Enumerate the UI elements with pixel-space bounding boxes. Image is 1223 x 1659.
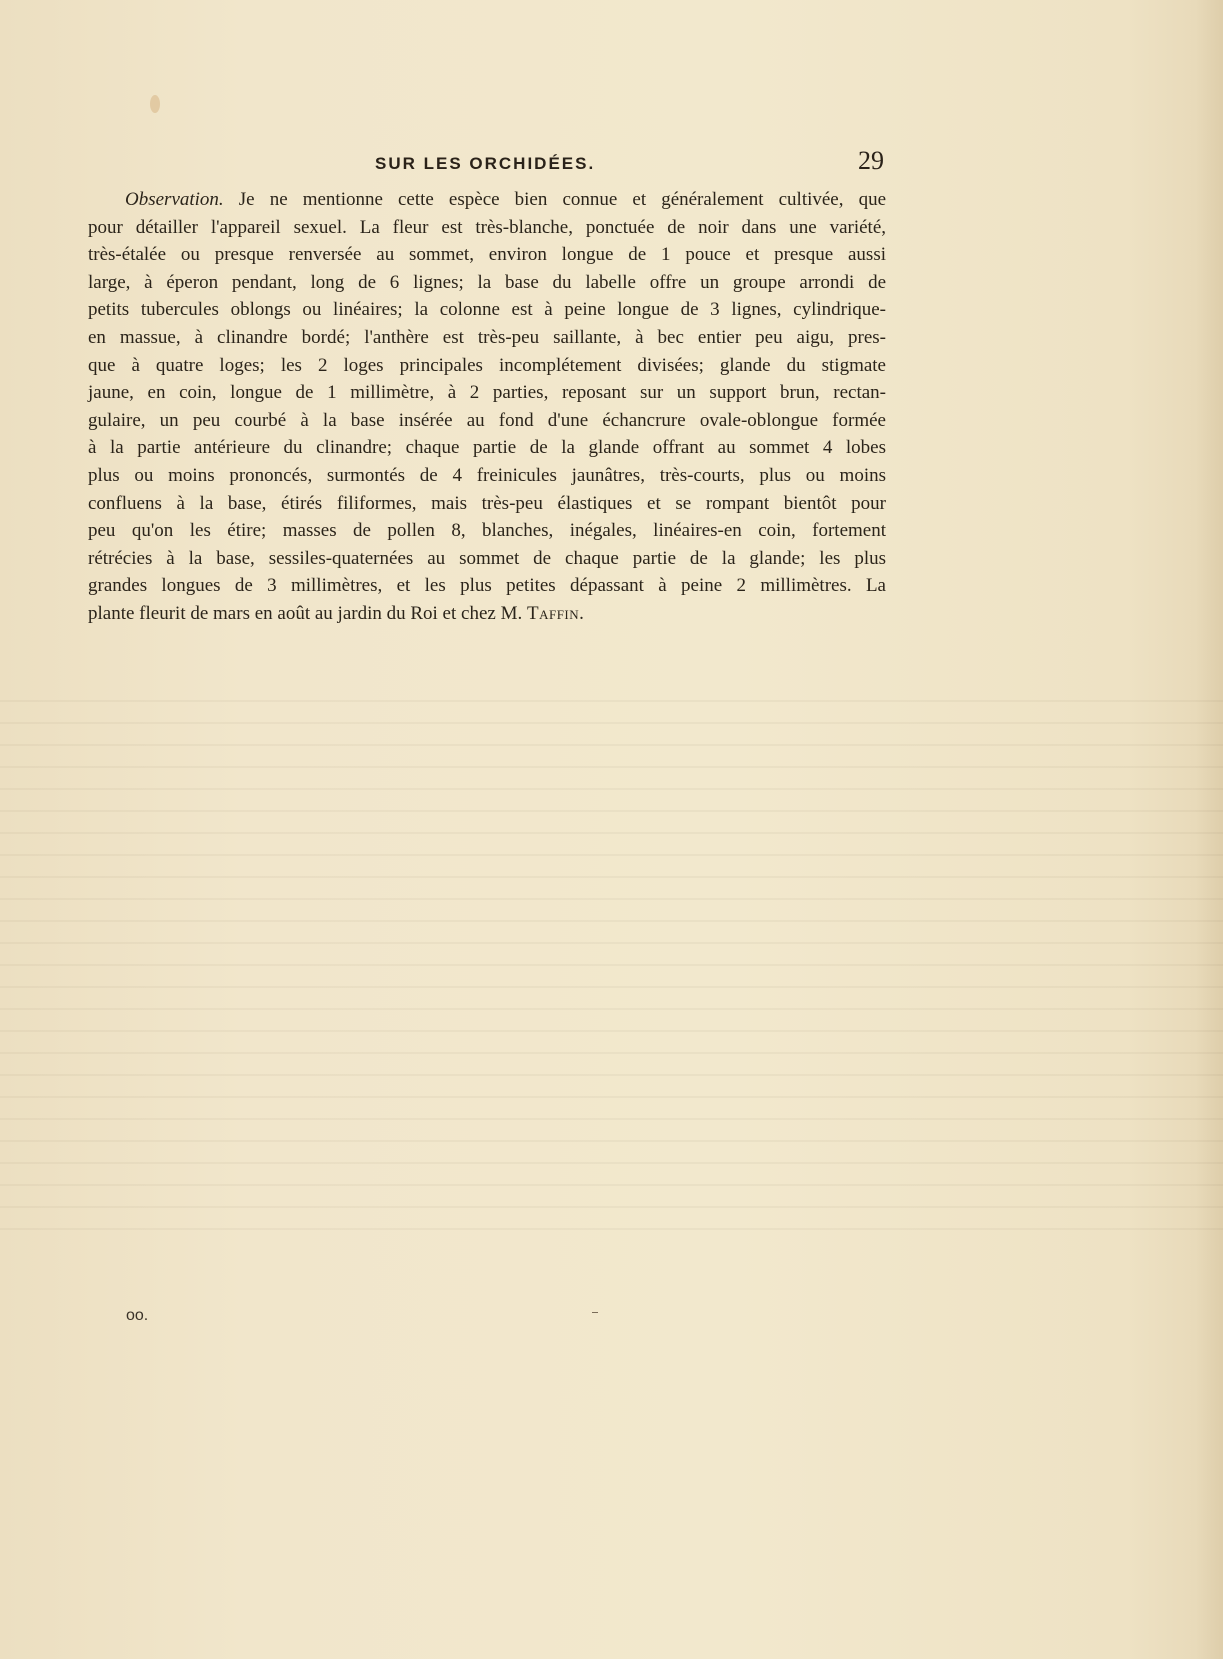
page-number: 29	[858, 146, 884, 175]
text-line: que à quatre loges; les 2 loges principales incomplétement divisées; glande du stigmate	[88, 354, 886, 376]
text-line: en massue, à clinandre bordé; l'anthère est très-peu saillante, à bec entier peu aigu, pres-	[88, 326, 886, 348]
print-mark	[592, 1312, 598, 1313]
author-name: Taffin.	[526, 602, 585, 624]
show-through-texture	[0, 680, 1223, 1240]
signature-mark: oo.	[126, 1307, 149, 1324]
text-line	[88, 186, 886, 214]
text-line: gulaire, un peu courbé à la base insérée au fond d'une échancrure ovale-oblongue formée	[88, 409, 886, 431]
text-line: pour détailler l'appareil sexuel. La fleur est très-blanche, ponctuée de noir dans une variété,	[88, 216, 886, 238]
text-line	[88, 600, 886, 628]
text-line: jaune, en coin, longue de 1 millimètre, à 2 parties, reposant sur un support brun, rectan-	[88, 382, 886, 404]
text-line: rétrécies à la base, sessiles-quaternées au sommet de chaque partie de la glande; les plus	[88, 547, 886, 569]
running-title: SUR LES ORCHIDÉES.	[375, 154, 596, 173]
text-line-content: plante fleurit de mars en août au jardin du Roi et chez M.	[88, 602, 523, 624]
page-header	[88, 146, 888, 180]
text-line: grandes longues de 3 millimètres, et les plus petites dépassant à peine 2 millimètres. La	[88, 575, 886, 597]
text-line: peu qu'on les étire; masses de pollen 8, blanches, inégales, linéaires-en coin, fortement	[88, 520, 886, 542]
text-line: large, à éperon pendant, long de 6 lignes; la base du labelle offre un groupe arrondi de	[88, 271, 886, 293]
text-line: petits tubercules oblongs ou linéaires; la colonne est à peine longue de 3 lignes, cylindrique-	[88, 299, 886, 321]
paper-stain	[150, 95, 160, 113]
text-line: confluens à la base, étirés filiformes, mais très-peu élastiques et se rompant bientôt pour	[88, 492, 886, 514]
text-line-content: Je ne mentionne cette espèce bien connue et généralement cultivée, que	[238, 189, 887, 210]
observation-label: Observation.	[125, 189, 224, 210]
text-line: très-étalée ou presque renversée au sommet, environ longue de 1 pouce et presque aussi	[88, 244, 886, 266]
text-line: plus ou moins prononcés, surmontés de 4 freinicules jaunâtres, très-courts, plus ou moins	[88, 464, 886, 486]
text-line: à la partie antérieure du clinandre; chaque partie de la glande offrant au sommet 4 lobes	[88, 437, 886, 459]
observation-paragraph	[88, 186, 886, 628]
